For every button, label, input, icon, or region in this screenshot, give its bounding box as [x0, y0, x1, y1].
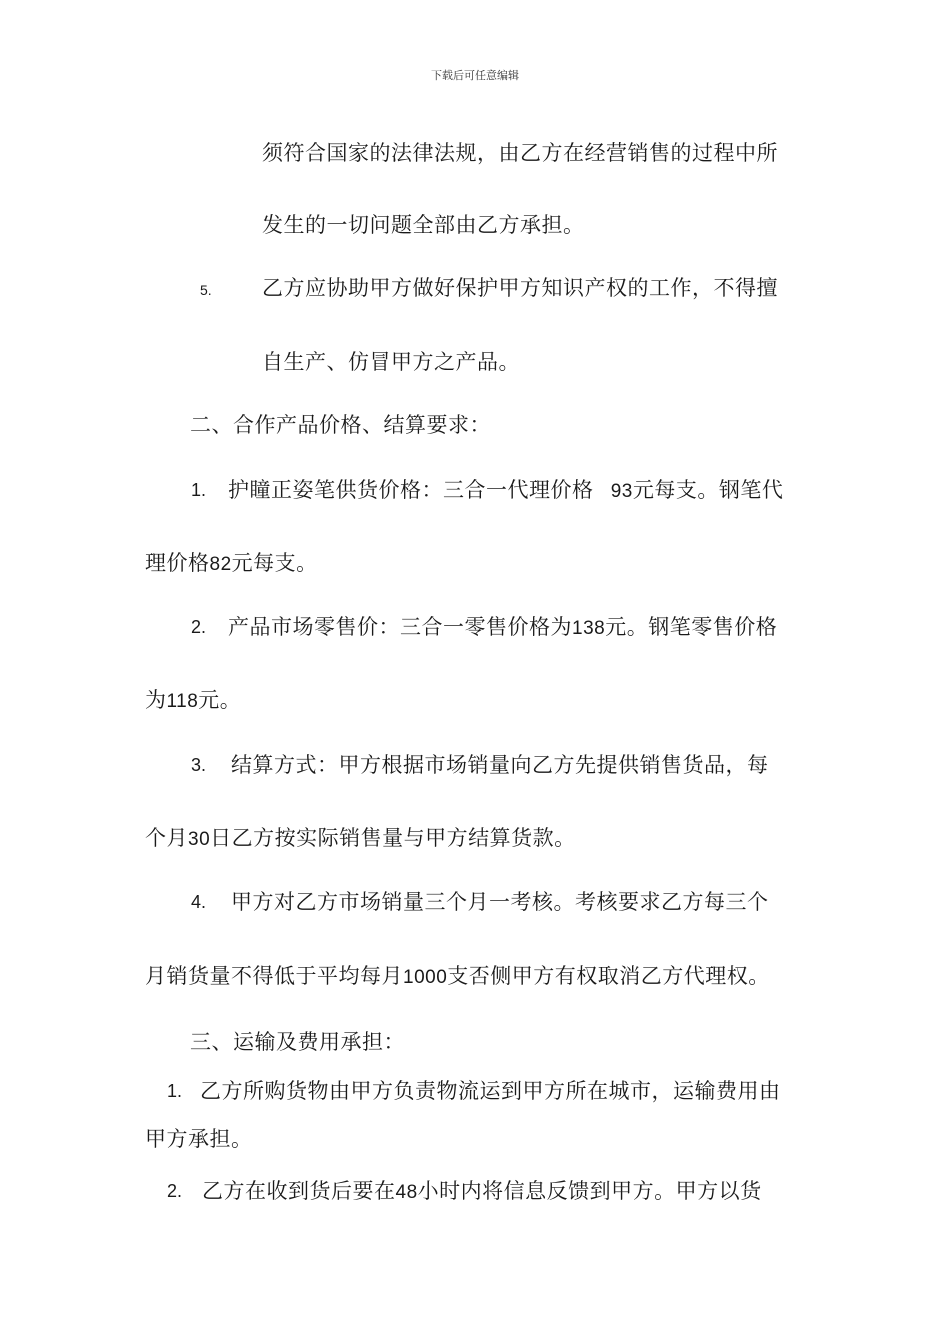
price-value: 93	[610, 481, 633, 502]
list-number: 2.	[167, 1181, 183, 1201]
hours-value: 48	[395, 1182, 418, 1203]
section-heading: 二、合作产品价格、结算要求：	[190, 413, 491, 437]
text-line: 发生的一切问题全部由乙方承担。	[262, 213, 585, 237]
list-number: 1.	[191, 480, 207, 500]
text-run: 小时内将信息反馈到甲方。甲方以货	[417, 1179, 762, 1203]
list-number: 5.	[200, 282, 212, 298]
text-line	[145, 686, 241, 716]
list-number: 4.	[191, 892, 207, 912]
quantity-value: 1000	[403, 967, 448, 988]
text-run: 月销货量不得低于平均每月	[145, 964, 403, 988]
text-line: 甲方对乙方市场销量三个月一考核。考核要求乙方每三个	[231, 890, 769, 914]
text-line	[145, 549, 318, 579]
text-run: 个月	[145, 826, 188, 850]
section-heading: 三、运输及费用承担：	[190, 1030, 405, 1054]
text-run: 护瞳正姿笔供货价格：三合一代理价格	[228, 478, 594, 502]
text-run: 元。	[198, 688, 242, 712]
text-line: 乙方应协助甲方做好保护甲方知识产权的工作，不得擅	[262, 276, 778, 300]
text-line	[228, 613, 777, 643]
text-line	[145, 962, 770, 992]
text-run: 元。钢笔零售价格	[605, 615, 778, 639]
text-line: 结算方式：甲方根据市场销量向乙方先提供销售货品，每	[231, 753, 769, 777]
text-line: 须符合国家的法律法规，由乙方在经营销售的过程中所	[262, 141, 778, 165]
text-run: 支否侧甲方有权取消乙方代理权。	[447, 964, 770, 988]
text-line	[145, 824, 576, 854]
text-line	[228, 476, 783, 506]
text-run: 乙方在收到货后要在	[202, 1179, 396, 1203]
price-value: 82	[209, 554, 232, 575]
text-line: 甲方承担。	[145, 1127, 253, 1151]
date-value: 30	[188, 829, 211, 850]
text-run: 元每支。钢笔代	[632, 478, 784, 502]
list-number: 2.	[191, 617, 207, 637]
text-line: 自生产、仿冒甲方之产品。	[262, 350, 520, 374]
header-note: 下载后可任意编辑	[431, 69, 519, 82]
text-run: 元每支。	[231, 551, 318, 575]
text-run: 产品市场零售价：三合一零售价格为	[228, 615, 572, 639]
text-line: 乙方所购货物由甲方负责物流运到甲方所在城市，运输费用由	[200, 1079, 781, 1103]
text-line	[202, 1177, 762, 1207]
list-number: 3.	[191, 755, 207, 775]
price-value: 138	[572, 618, 606, 639]
text-run: 日乙方按实际销售量与甲方结算货款。	[210, 826, 576, 850]
text-run: 为	[145, 688, 167, 712]
list-number: 1.	[167, 1081, 183, 1101]
text-run: 理价格	[145, 551, 210, 575]
price-value: 118	[166, 691, 199, 712]
